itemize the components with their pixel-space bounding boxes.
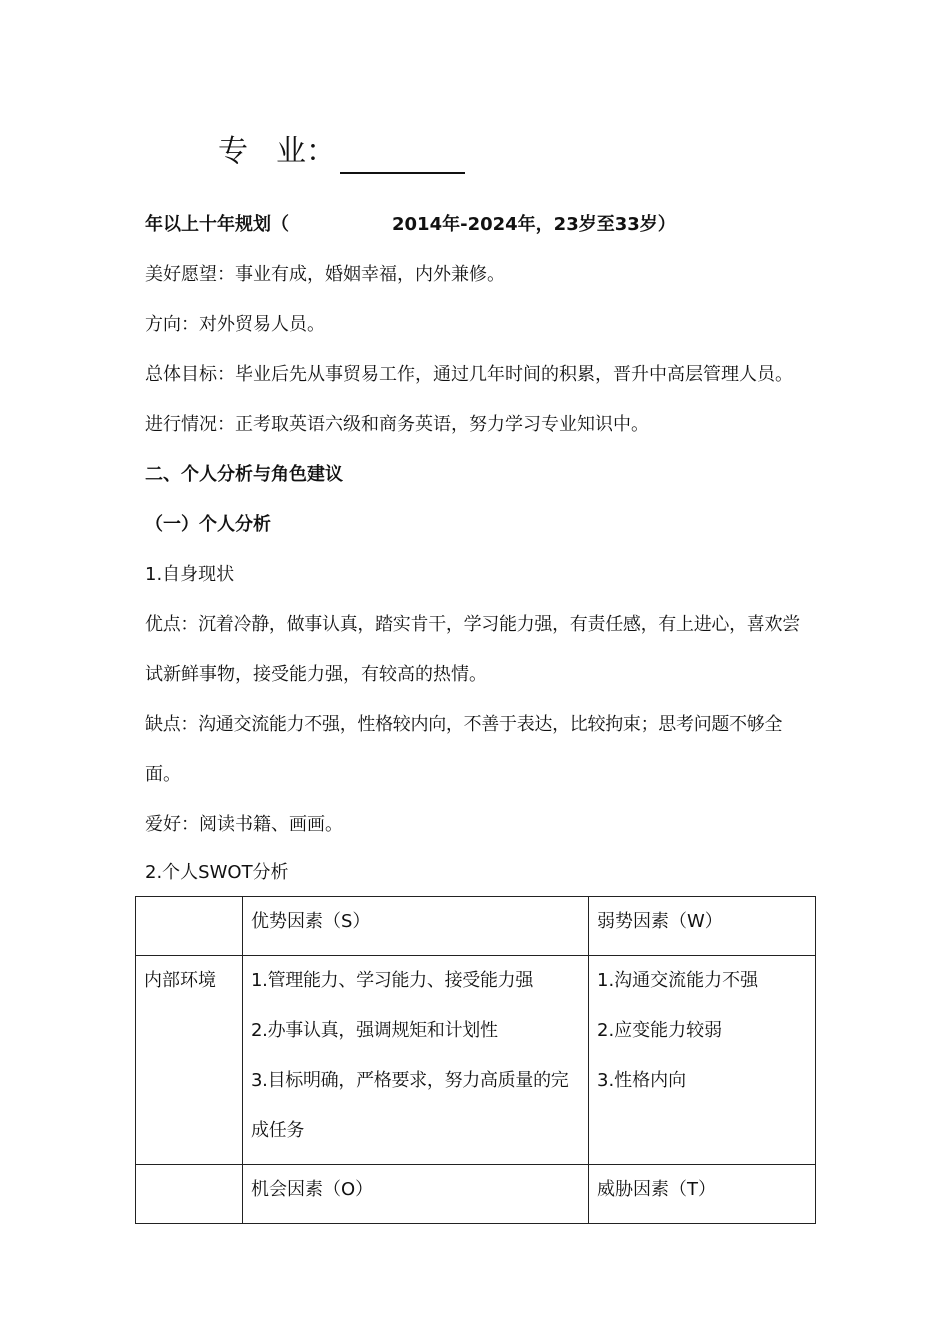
swot-header-opportunities: 机会因素（O） (243, 1165, 589, 1224)
swot-strength-item: 1.管理能力、学习能力、接受能力强 (251, 970, 534, 991)
strengths-line-1: 优点：沉着冷静，做事认真，踏实肯干，学习能力强，有责任感，有上进心，喜欢尝 (145, 614, 800, 635)
swot-table (135, 896, 816, 1224)
weakness-line-1: 缺点：沟通交流能力不强，性格较内向，不善于表达，比较拘束；思考问题不够全 (145, 714, 783, 735)
swot-header-row (136, 897, 816, 956)
weakness-line-2: 面。 (145, 764, 181, 785)
plan-wish: 美好愿望：事业有成，婚姻幸福，内外兼修。 (145, 264, 505, 285)
plan-direction: 方向：对外贸易人员。 (145, 314, 325, 335)
major-label-1: 专 (218, 134, 248, 169)
major-field (218, 130, 465, 174)
swot-weaknesses-cell (589, 956, 816, 1165)
swot-strength-item: 成任务 (251, 1120, 305, 1141)
swot-weakness-item: 3.性格内向 (597, 1070, 687, 1091)
strengths-line-2: 试新鲜事物，接受能力强，有较高的热情。 (145, 664, 487, 685)
swot-weakness-item: 2.应变能力较弱 (597, 1020, 723, 1041)
item-self-status: 1.自身现状 (145, 564, 235, 585)
swot-row-label-internal: 内部环境 (136, 956, 243, 1165)
swot-strengths-cell (243, 956, 589, 1165)
swot-weakness-item: 1.沟通交流能力不强 (597, 970, 759, 991)
swot-header-blank (136, 897, 243, 956)
subheading-personal-analysis: （一）个人分析 (145, 514, 271, 535)
swot-external-header-row (136, 1165, 816, 1224)
major-label-2: 业： (276, 134, 336, 169)
swot-strength-item: 3.目标明确，严格要求，努力高质量的完 (251, 1070, 569, 1091)
swot-internal-row (136, 956, 816, 1165)
item-swot: 2.个人SWOT分析 (145, 862, 289, 883)
plan-goal: 总体目标：毕业后先从事贸易工作，通过几年时间的积累，晋升中高层管理人员。 (145, 364, 793, 385)
section-heading-2: 二、个人分析与角色建议 (145, 464, 343, 485)
hobbies: 爱好：阅读书籍、画画。 (145, 814, 343, 835)
swot-strength-item: 2.办事认真，强调规矩和计划性 (251, 1020, 498, 1041)
plan-title-left: 年以上十年规划（ (145, 214, 289, 235)
swot-header-strengths: 优势因素（S） (243, 897, 589, 956)
plan-title-right: 2014年-2024年，23岁至33岁） (392, 214, 676, 235)
swot-header-weaknesses: 弱势因素（W） (589, 897, 816, 956)
plan-progress: 进行情况：正考取英语六级和商务英语，努力学习专业知识中。 (145, 414, 649, 435)
swot-header-blank-2 (136, 1165, 243, 1224)
major-blank-line (340, 142, 465, 174)
swot-header-threats: 威胁因素（T） (589, 1165, 816, 1224)
